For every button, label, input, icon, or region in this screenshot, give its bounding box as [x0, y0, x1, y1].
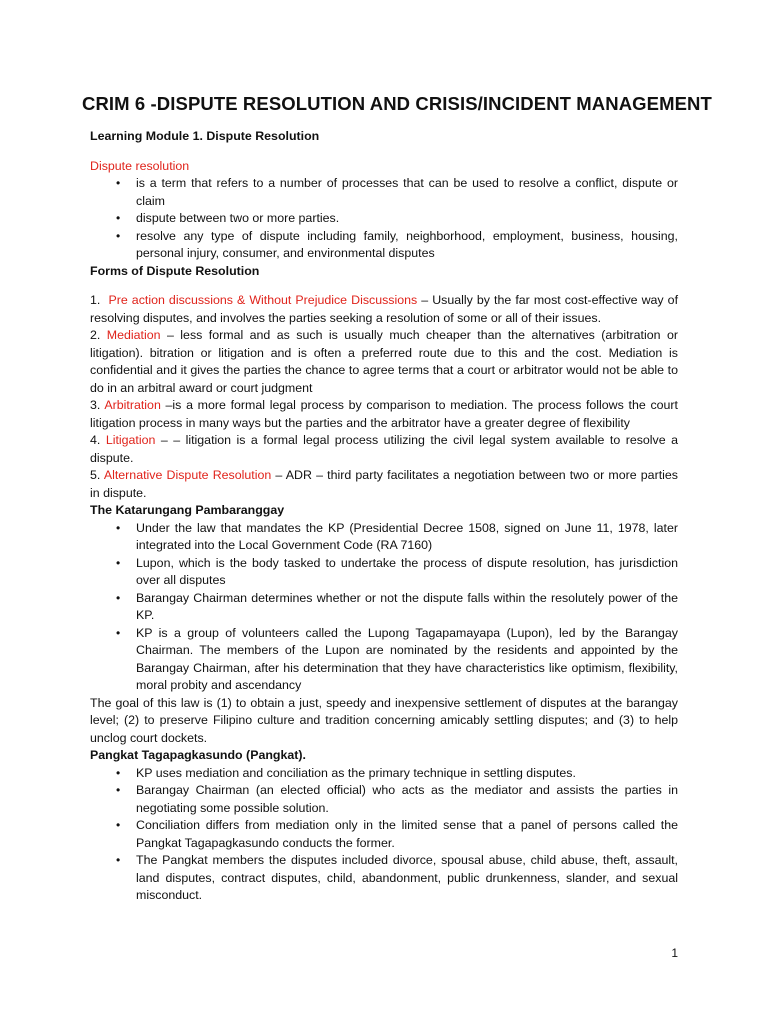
- bullet-icon: •: [116, 555, 121, 570]
- form-term: Mediation: [106, 328, 161, 342]
- form-term: Pre action discussions & Without Prejudice Discussions: [108, 293, 418, 307]
- bullet-icon: •: [116, 765, 121, 780]
- form-term: Alternative Dispute Resolution: [103, 468, 272, 482]
- form-item: 4. Litigation – – litigation is a formal legal process utilizing the civil legal system available to resolve a dispute.: [90, 433, 678, 465]
- forms-heading: Forms of Dispute Resolution: [90, 263, 260, 278]
- kp-list: [90, 520, 678, 695]
- form-item: 3. Arbitration –is a more formal legal process by comparison to mediation. The process follows the court litigation process in many ways but the parties and the arbitrator have a greater degree of flexibility: [90, 398, 678, 430]
- form-item: 1. Pre action discussions & Without Prejudice Discussions – Usually by the far most cost-effective way of resolving disputes, and involves the parties seeking a resolution of some or all of their issues.: [90, 293, 679, 325]
- bullet-icon: •: [116, 783, 121, 797]
- form-term: Arbitration: [104, 398, 161, 412]
- document-body: [82, 92, 712, 905]
- list-item: • is a term that refers to a number of processes that can be used to resolve a conflict, dispute or claim: [116, 176, 678, 208]
- list-item: • Under the law that mandates the KP (Presidential Decree 1508, signed on June 11, 1978, later integrated into the Local Government Code (RA 7160): [116, 520, 678, 552]
- dispute-resolution-list: [90, 175, 678, 263]
- list-item: • Conciliation differs from mediation only in the limited sense that a panel of persons called the Pangkat Tagapagkasundo conducts the former.: [116, 818, 678, 850]
- bullet-icon: •: [116, 176, 121, 190]
- kp-heading: The Katarungang Pambaranggay: [90, 503, 285, 517]
- bullet-icon: •: [116, 228, 121, 243]
- form-item: 5. Alternative Dispute Resolution – ADR – third party facilitates a negotiation between two or more parties in dispute.: [90, 468, 678, 500]
- pangkat-list: [90, 765, 678, 905]
- list-item: • Barangay Chairman (an elected official) who acts as the mediator and assists the parties in negotiating some possible solution.: [116, 783, 678, 815]
- bullet-icon: •: [116, 818, 121, 832]
- list-item: • Barangay Chairman determines whether or not the dispute falls within the resolutely power of the KP.: [116, 590, 678, 622]
- list-item: • resolve any type of dispute including family, neighborhood, employment, business, housing, personal injury, consumer, and environmental disputes: [116, 228, 678, 260]
- pangkat-heading: Pangkat Tagapagkasundo (Pangkat).: [90, 748, 306, 762]
- page-number: 1: [671, 946, 678, 960]
- list-item: • dispute between two or more parties.: [90, 210, 678, 228]
- document-title: CRIM 6 -DISPUTE RESOLUTION AND CRISIS/INCIDENT MANAGEMENT: [82, 93, 712, 114]
- form-term: Litigation: [105, 433, 156, 447]
- dispute-resolution-heading: Dispute resolution: [90, 158, 190, 173]
- bullet-icon: •: [116, 211, 121, 225]
- list-item: • The Pangkat members the disputes included divorce, spousal abuse, child abuse, theft, assault, land disputes, contract disputes, child, abandonment, public drunkenness, slander, and sexual misconduct.: [116, 853, 678, 902]
- spacer: [90, 280, 678, 292]
- bullet-icon: •: [116, 520, 121, 535]
- form-item: 2. Mediation – less formal and as such is usually much cheaper than the alternatives (arbitration or litigation). bitration or litigation and is often a preferred route due to this and the cost. Mediation is confidential and it gives the parties the chance to agree terms that a court or arbitrator would not be able to do in an arbitral award or court judgment: [90, 328, 678, 395]
- bullet-icon: •: [116, 853, 121, 867]
- bullet-icon: •: [116, 625, 121, 640]
- list-item: • KP is a group of volunteers called the Lupong Tagapamayapa (Lupon), led by the Barangay Chairman. The members of the Lupon are nominated by the residents and appointed by the Barangay Chairman, after his determination that they have characteristics like optimism, flexibility, moral probity and ascendancy: [116, 625, 678, 692]
- module-title: Learning Module 1. Dispute Resolution: [90, 129, 320, 143]
- list-item: • KP uses mediation and conciliation as the primary technique in settling disputes.: [90, 765, 678, 783]
- list-item: • Lupon, which is the body tasked to undertake the process of dispute resolution, has jurisdiction over all disputes: [116, 555, 678, 587]
- kp-goal-paragraph: The goal of this law is (1) to obtain a just, speedy and inexpensive settlement of disputes at the barangay level; (2) to preserve Filipino culture and tradition concerning amicably settling disputes; and (3) to help unclog court dockets.: [90, 695, 678, 745]
- bullet-icon: •: [116, 590, 121, 605]
